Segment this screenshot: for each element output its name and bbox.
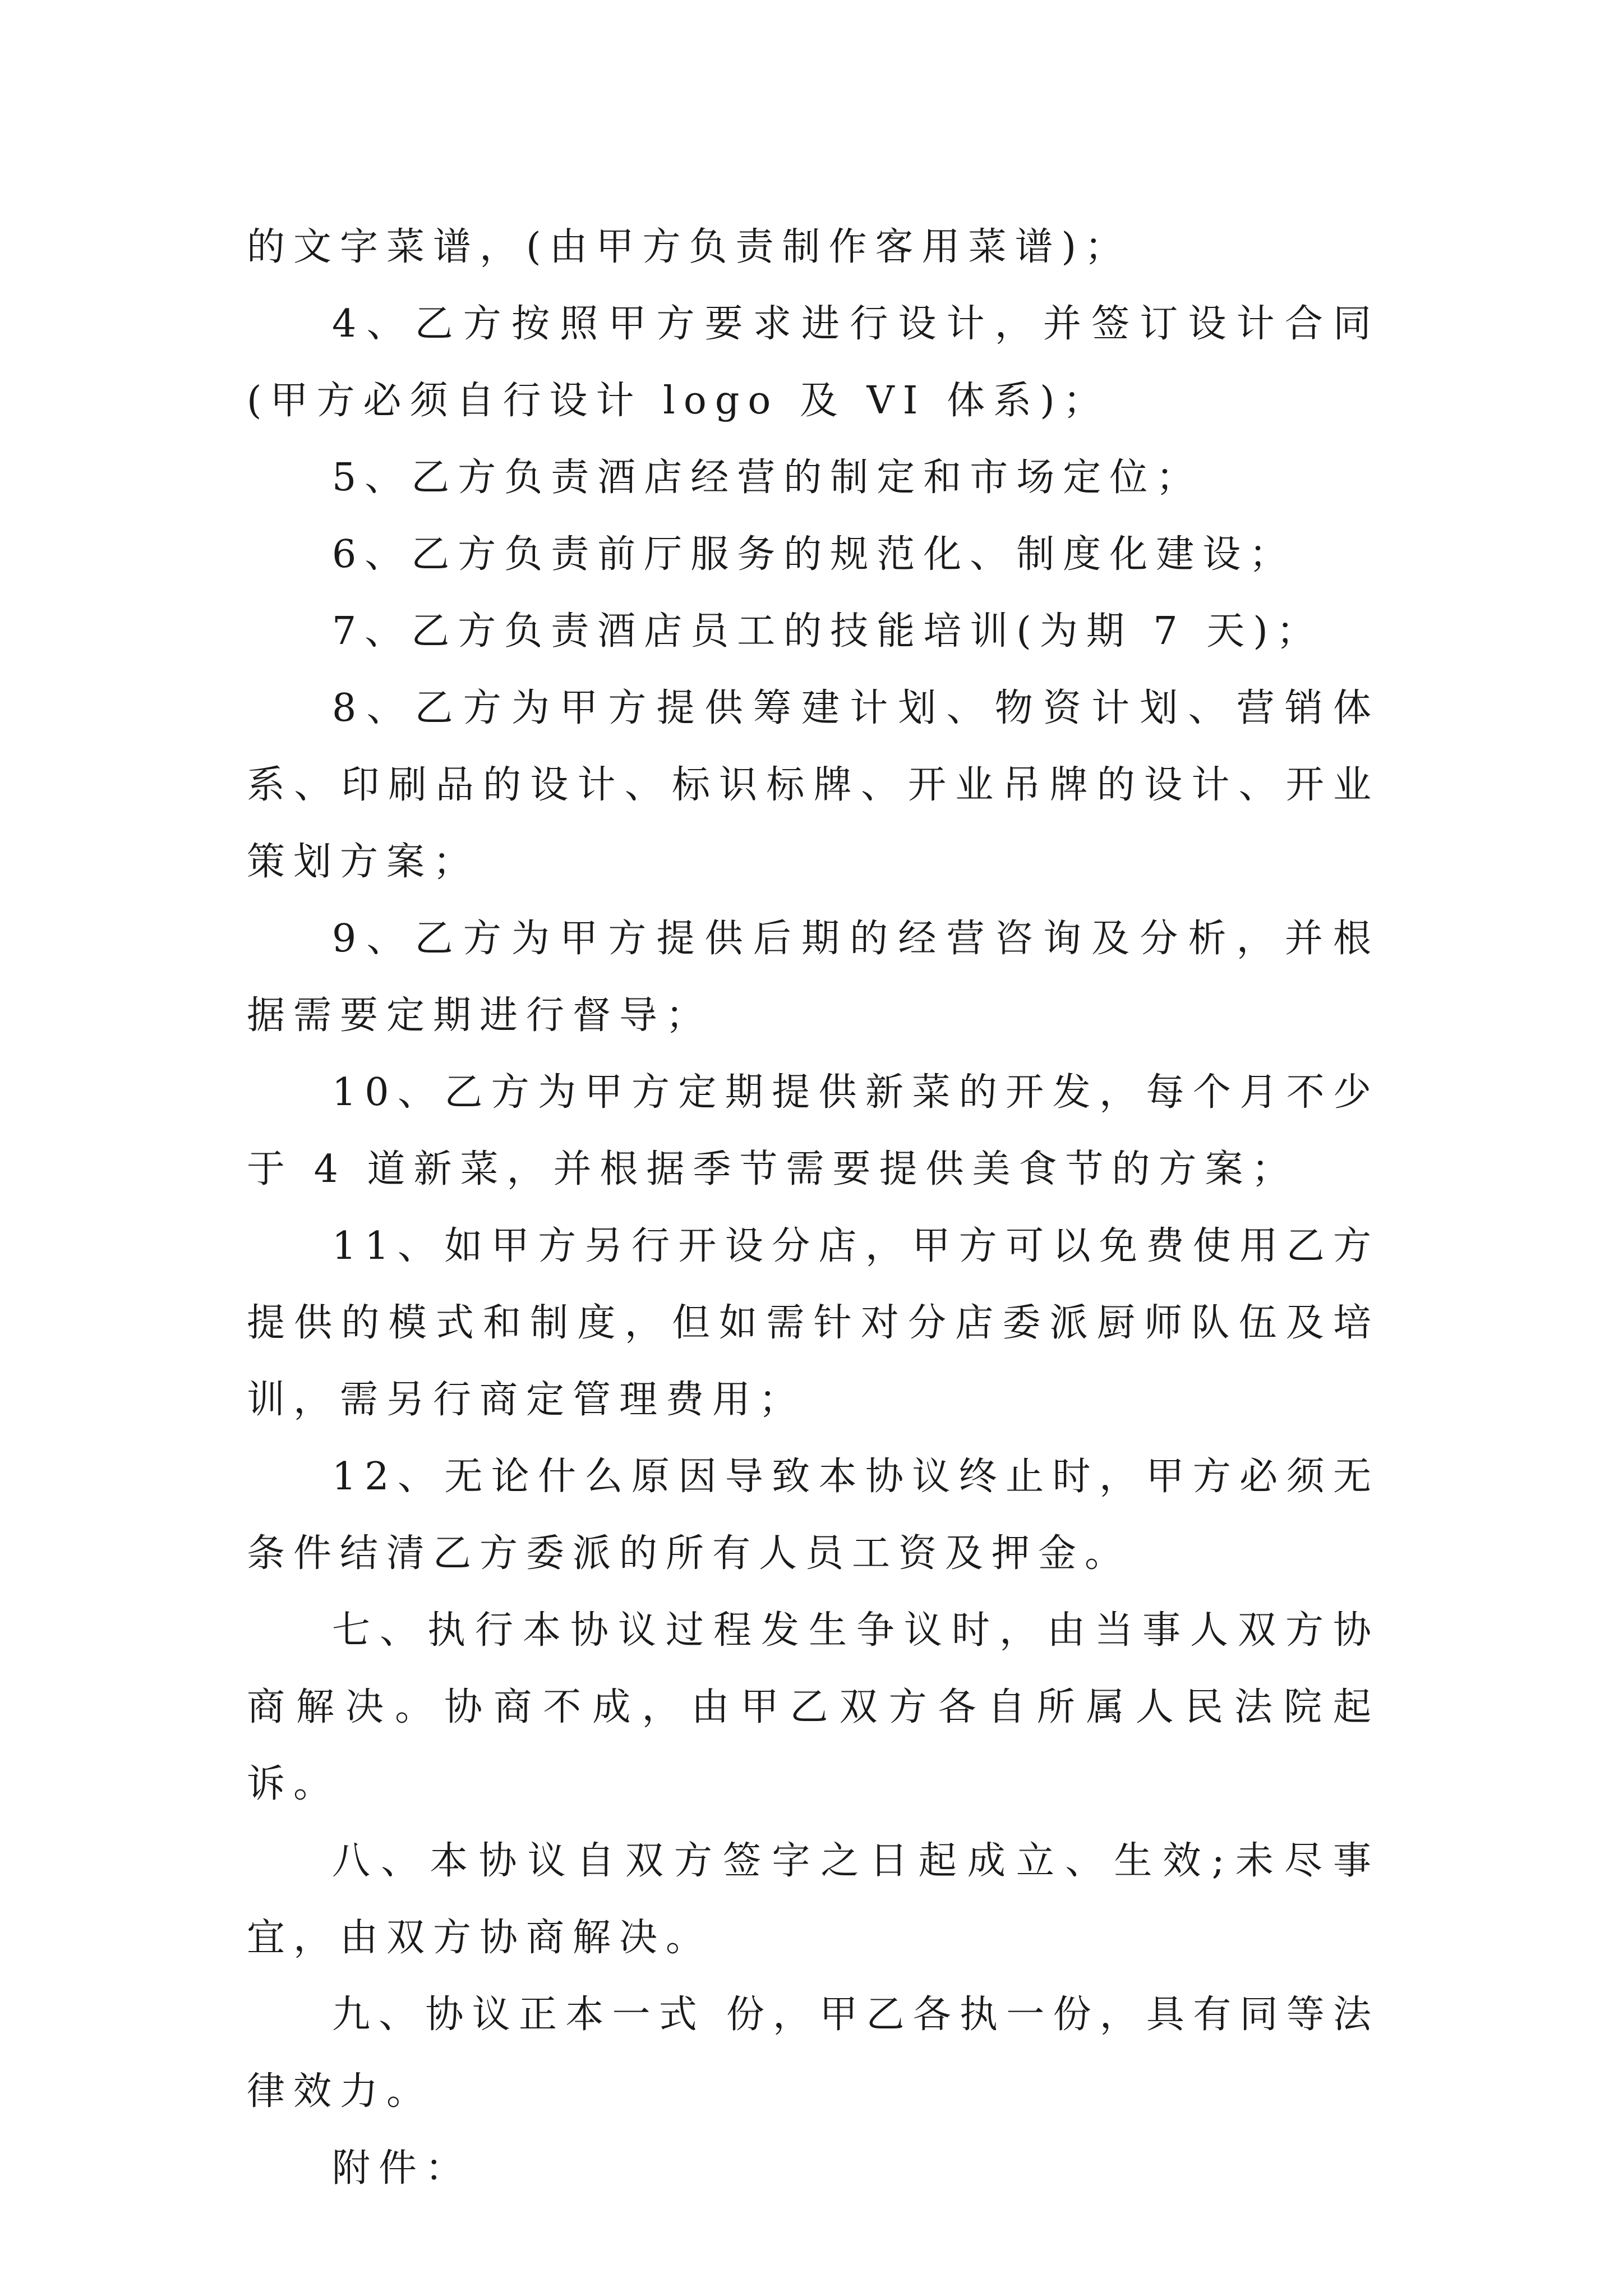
paragraph-item-10: 10、乙方为甲方定期提供新菜的开发，每个月不少于 4 道新菜，并根据季节需要提供美食节的方案；	[247, 1070, 1380, 1191]
paragraph-item-5: 5、乙方负责酒店经营的制定和市场定位；	[332, 455, 1203, 500]
paragraph-item-12: 12、无论什么原因导致本协议终止时，甲方必须无条件结清乙方委派的所有人员工资及押金。	[247, 1455, 1380, 1576]
paragraph-clause-8: 八、本协议自双方签字之日起成立、生效;未尽事宜，由双方协商解决。	[247, 1839, 1380, 1960]
paragraph-item-6: 6、乙方负责前厅服务的规范化、制度化建设；	[332, 532, 1296, 577]
document-body	[247, 209, 1380, 2207]
paragraph-clause-9: 九、协议正本一式 份，甲乙各执一份，具有同等法律效力。	[247, 1993, 1380, 2114]
paragraph-item-4: 4、乙方按照甲方要求进行设计，并签订设计合同(甲方必须自行设计 logo 及 VI 体系)；	[247, 302, 1380, 423]
paragraph-continued: 的文字菜谱，(由甲方负责制作客用菜谱)；	[247, 225, 1132, 269]
paragraph-item-11: 11、如甲方另行开设分店，甲方可以免费使用乙方提供的模式和制度，但如需针对分店委派厨师队伍及培训，需另行商定管理费用；	[247, 1224, 1380, 1422]
paragraph-item-8: 8、乙方为甲方提供筹建计划、物资计划、营销体系、印刷品的设计、标识标牌、开业吊牌的设计、开业策划方案；	[247, 686, 1380, 884]
paragraph-clause-7: 七、执行本协议过程发生争议时，由当事人双方协商解决。协商不成，由甲乙双方各自所属人民法院起诉。	[247, 1608, 1380, 1806]
paragraph-attachment: 附件：	[332, 2146, 472, 2191]
paragraph-item-7: 7、乙方负责酒店员工的技能培训(为期 7 天)；	[332, 609, 1323, 654]
paragraph-item-9: 9、乙方为甲方提供后期的经营咨询及分析，并根据需要定期进行督导；	[247, 917, 1380, 1038]
